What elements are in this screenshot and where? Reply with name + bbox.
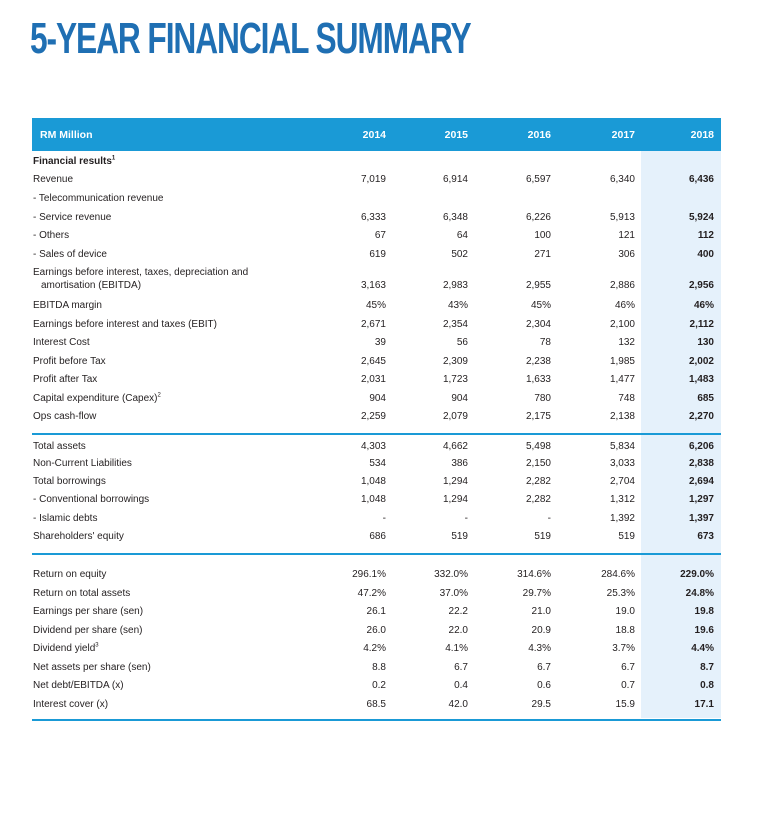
- row-label: Profit before Tax: [33, 356, 106, 367]
- cell-2017: 5,834: [609, 441, 635, 452]
- cell-2017: 2,704: [609, 476, 635, 487]
- cell-2016: 0.6: [537, 680, 551, 691]
- cell-2018: 19.6: [694, 625, 714, 636]
- cell-2017: 519: [618, 531, 635, 542]
- row-label: - Conventional borrowings: [33, 494, 150, 505]
- cell-2018: 112: [697, 230, 714, 241]
- table-row: [32, 662, 721, 680]
- cell-2014: 296.1%: [352, 569, 386, 580]
- cell-2015: 6,348: [442, 212, 468, 223]
- cell-2017: 5,913: [609, 212, 635, 223]
- header-year: 2016: [527, 129, 551, 141]
- cell-2018: 1,483: [688, 374, 714, 385]
- header-year: 2014: [362, 129, 386, 141]
- cell-2014: 534: [369, 458, 386, 469]
- cell-2018: 2,956: [688, 280, 714, 291]
- table-row: [32, 513, 721, 531]
- cell-2016: -: [547, 513, 551, 524]
- row-label: Profit after Tax: [33, 374, 98, 385]
- cell-2016: 2,282: [525, 476, 551, 487]
- cell-2016: 29.5: [531, 699, 551, 710]
- cell-2018: 673: [697, 531, 714, 542]
- row-label: - Telecommunication revenue: [33, 193, 164, 204]
- cell-2017: 6,340: [609, 174, 635, 185]
- row-label: Ops cash-flow: [33, 411, 97, 422]
- table-row: [32, 569, 721, 587]
- table-bottom-rule: [32, 719, 721, 721]
- cell-2015: 1,294: [442, 476, 468, 487]
- cell-2014: 7,019: [360, 174, 386, 185]
- cell-2015: -: [464, 513, 468, 524]
- table-row: [32, 699, 721, 717]
- cell-2015: 2,079: [442, 411, 468, 422]
- row-label: Shareholders' equity: [33, 531, 124, 542]
- cell-2018: 130: [697, 337, 714, 348]
- row-label: Revenue: [33, 174, 74, 185]
- row-label: Return on total assets: [33, 588, 131, 599]
- section-title-row: [32, 156, 721, 174]
- cell-2018: 6,206: [688, 441, 714, 452]
- row-label: Dividend per share (sen): [33, 625, 143, 636]
- cell-2017: 15.9: [615, 699, 635, 710]
- cell-2018: 0.8: [700, 680, 714, 691]
- table-row: [32, 249, 721, 267]
- cell-2018: 17.1: [694, 699, 714, 710]
- row-label: Capital expenditure (Capex)$^2$: [33, 392, 161, 404]
- cell-2016: 5,498: [525, 441, 551, 452]
- row-label: Earnings per share (sen): [33, 606, 144, 617]
- cell-2014: 45%: [365, 300, 386, 311]
- cell-2015: 43%: [447, 300, 468, 311]
- table-row: [32, 212, 721, 230]
- table-header: [32, 118, 721, 151]
- cell-2014: 686: [369, 531, 386, 542]
- cell-2016: 519: [534, 531, 551, 542]
- cell-2018: 2,694: [688, 476, 714, 487]
- cell-2018: 1,297: [688, 494, 714, 505]
- cell-2017: 284.6%: [601, 569, 635, 580]
- row-label: Return on equity: [33, 569, 107, 580]
- cell-2016: 6.7: [537, 662, 551, 673]
- section-divider: [32, 553, 721, 555]
- cell-2014: 1,048: [360, 476, 386, 487]
- cell-2015: 22.2: [448, 606, 468, 617]
- cell-2018: 8.7: [700, 662, 714, 673]
- row-label: Interest Cost: [33, 337, 90, 348]
- cell-2014: 2,645: [360, 356, 386, 367]
- cell-2015: 332.0%: [434, 569, 468, 580]
- cell-2014: 4,303: [360, 441, 386, 452]
- cell-2014: 8.8: [372, 662, 386, 673]
- row-label: Interest cover (x): [33, 699, 109, 710]
- row-label: Dividend yield$^3$: [33, 642, 99, 654]
- cell-2017: 19.0: [615, 606, 635, 617]
- section-title: Financial results$^1$: [33, 155, 116, 167]
- cell-2016: 2,150: [525, 458, 551, 469]
- cell-2016: 271: [534, 249, 551, 260]
- cell-2015: 2,983: [442, 280, 468, 291]
- cell-2014: 2,671: [360, 319, 386, 330]
- header-year: 2015: [444, 129, 468, 141]
- cell-2017: 1,392: [609, 513, 635, 524]
- cell-2015: 4.1%: [445, 643, 468, 654]
- cell-2016: 21.0: [531, 606, 551, 617]
- header-year: 2017: [611, 129, 635, 141]
- cell-2014: 67: [374, 230, 386, 241]
- table-row: [32, 531, 721, 549]
- cell-2018: 6,436: [688, 174, 714, 185]
- row-label: Total borrowings: [33, 476, 106, 487]
- cell-2015: 0.4: [454, 680, 468, 691]
- header-year: 2018: [690, 129, 714, 141]
- cell-2014: 4.2%: [363, 643, 386, 654]
- cell-2017: 1,312: [609, 494, 635, 505]
- cell-2014: 3,163: [360, 280, 386, 291]
- row-label-continued: amortisation (EBITDA): [41, 280, 142, 291]
- cell-2014: -: [382, 513, 386, 524]
- cell-2017: 132: [618, 337, 635, 348]
- cell-2017: 121: [618, 230, 635, 241]
- cell-2014: 2,259: [360, 411, 386, 422]
- cell-2016: 29.7%: [522, 588, 551, 599]
- cell-2015: 56: [456, 337, 468, 348]
- cell-2017: 1,985: [609, 356, 635, 367]
- cell-2014: 68.5: [366, 699, 386, 710]
- cell-2014: 26.1: [366, 606, 386, 617]
- cell-2015: 1,294: [442, 494, 468, 505]
- cell-2018: 2,270: [688, 411, 714, 422]
- cell-2015: 2,354: [442, 319, 468, 330]
- cell-2018: 2,112: [689, 319, 714, 330]
- cell-2015: 2,309: [442, 356, 468, 367]
- cell-2014: 47.2%: [357, 588, 386, 599]
- row-label: Earnings before interest, taxes, depreciation and: [33, 267, 249, 278]
- table-row: [32, 458, 721, 476]
- cell-2015: 37.0%: [439, 588, 468, 599]
- cell-2014: 904: [369, 393, 386, 404]
- table-row: [32, 374, 721, 392]
- section-divider: [32, 433, 721, 435]
- cell-2014: 6,333: [360, 212, 386, 223]
- row-label: Non-Current Liabilities: [33, 458, 132, 469]
- header-label: RM Million: [40, 129, 93, 141]
- cell-2016: 2,282: [525, 494, 551, 505]
- cell-2014: 619: [369, 249, 386, 260]
- cell-2016: 780: [534, 393, 551, 404]
- cell-2018: 46%: [693, 300, 714, 311]
- cell-2015: 64: [456, 230, 468, 241]
- cell-2015: 6,914: [442, 174, 468, 185]
- table-row: [32, 476, 721, 494]
- cell-2018: 4.4%: [691, 643, 714, 654]
- cell-2015: 1,723: [442, 374, 468, 385]
- cell-2016: 20.9: [531, 625, 551, 636]
- cell-2018: 229.0%: [680, 569, 714, 580]
- cell-2015: 519: [451, 531, 468, 542]
- row-label: - Others: [33, 230, 70, 241]
- cell-2016: 2,238: [525, 356, 551, 367]
- table-row: [32, 441, 721, 459]
- row-label: Total assets: [33, 441, 86, 452]
- table-row: [32, 319, 721, 337]
- table-row: [32, 411, 721, 429]
- cell-2014: 26.0: [366, 625, 386, 636]
- cell-2016: 45%: [530, 300, 551, 311]
- table-row: [32, 356, 721, 374]
- cell-2014: 39: [374, 337, 386, 348]
- cell-2016: 100: [534, 230, 551, 241]
- cell-2017: 46%: [614, 300, 635, 311]
- cell-2016: 314.6%: [517, 569, 551, 580]
- row-label: - Islamic debts: [33, 513, 98, 524]
- cell-2017: 306: [618, 249, 635, 260]
- cell-2014: 1,048: [360, 494, 386, 505]
- cell-2016: 2,175: [525, 411, 551, 422]
- table-row: [32, 230, 721, 248]
- cell-2015: 22.0: [448, 625, 468, 636]
- cell-2016: 2,955: [525, 280, 551, 291]
- cell-2015: 502: [451, 249, 468, 260]
- cell-2017: 2,138: [609, 411, 635, 422]
- cell-2016: 4.3%: [528, 643, 551, 654]
- cell-2015: 6.7: [454, 662, 468, 673]
- table-row: [32, 337, 721, 355]
- cell-2018: 5,924: [688, 212, 714, 223]
- cell-2015: 4,662: [442, 441, 468, 452]
- cell-2016: 1,633: [525, 374, 551, 385]
- row-label: Net debt/EBITDA (x): [33, 680, 124, 691]
- row-label: Earnings before interest and taxes (EBIT): [33, 319, 217, 330]
- cell-2017: 1,477: [609, 374, 635, 385]
- cell-2016: 6,597: [525, 174, 551, 185]
- cell-2015: 386: [451, 458, 468, 469]
- cell-2014: 2,031: [360, 374, 386, 385]
- cell-2018: 685: [697, 393, 714, 404]
- cell-2017: 0.7: [621, 680, 635, 691]
- cell-2017: 3,033: [609, 458, 635, 469]
- cell-2015: 904: [451, 393, 468, 404]
- cell-2017: 748: [618, 393, 635, 404]
- cell-2018: 2,002: [688, 356, 714, 367]
- table-row: [32, 625, 721, 643]
- cell-2014: 0.2: [372, 680, 386, 691]
- cell-2018: 400: [697, 249, 714, 260]
- cell-2017: 2,886: [609, 280, 635, 291]
- table-row: [32, 393, 721, 411]
- cell-2017: 3.7%: [612, 643, 635, 654]
- table-row: [32, 193, 721, 211]
- table-row: [32, 680, 721, 698]
- cell-2017: 18.8: [615, 625, 635, 636]
- table-row: [32, 174, 721, 192]
- cell-2017: 6.7: [621, 662, 635, 673]
- cell-2015: 42.0: [448, 699, 468, 710]
- table-row: [32, 494, 721, 512]
- table-row: [32, 606, 721, 624]
- table-row: [32, 267, 721, 291]
- table-row: [32, 300, 721, 318]
- row-label: - Sales of device: [33, 249, 107, 260]
- cell-2018: 2,838: [688, 458, 714, 469]
- row-label: EBITDA margin: [33, 300, 102, 311]
- cell-2018: 19.8: [694, 606, 714, 617]
- cell-2017: 2,100: [609, 319, 635, 330]
- cell-2016: 78: [539, 337, 551, 348]
- table-row: [32, 588, 721, 606]
- cell-2018: 1,397: [688, 513, 714, 524]
- row-label: - Service revenue: [33, 212, 112, 223]
- cell-2016: 6,226: [525, 212, 551, 223]
- cell-2018: 24.8%: [685, 588, 714, 599]
- cell-2016: 2,304: [525, 319, 551, 330]
- page-title: 5-YEAR FINANCIAL SUMMARY: [30, 14, 471, 63]
- table-row: [32, 643, 721, 661]
- cell-2017: 25.3%: [606, 588, 635, 599]
- row-label: Net assets per share (sen): [33, 662, 151, 673]
